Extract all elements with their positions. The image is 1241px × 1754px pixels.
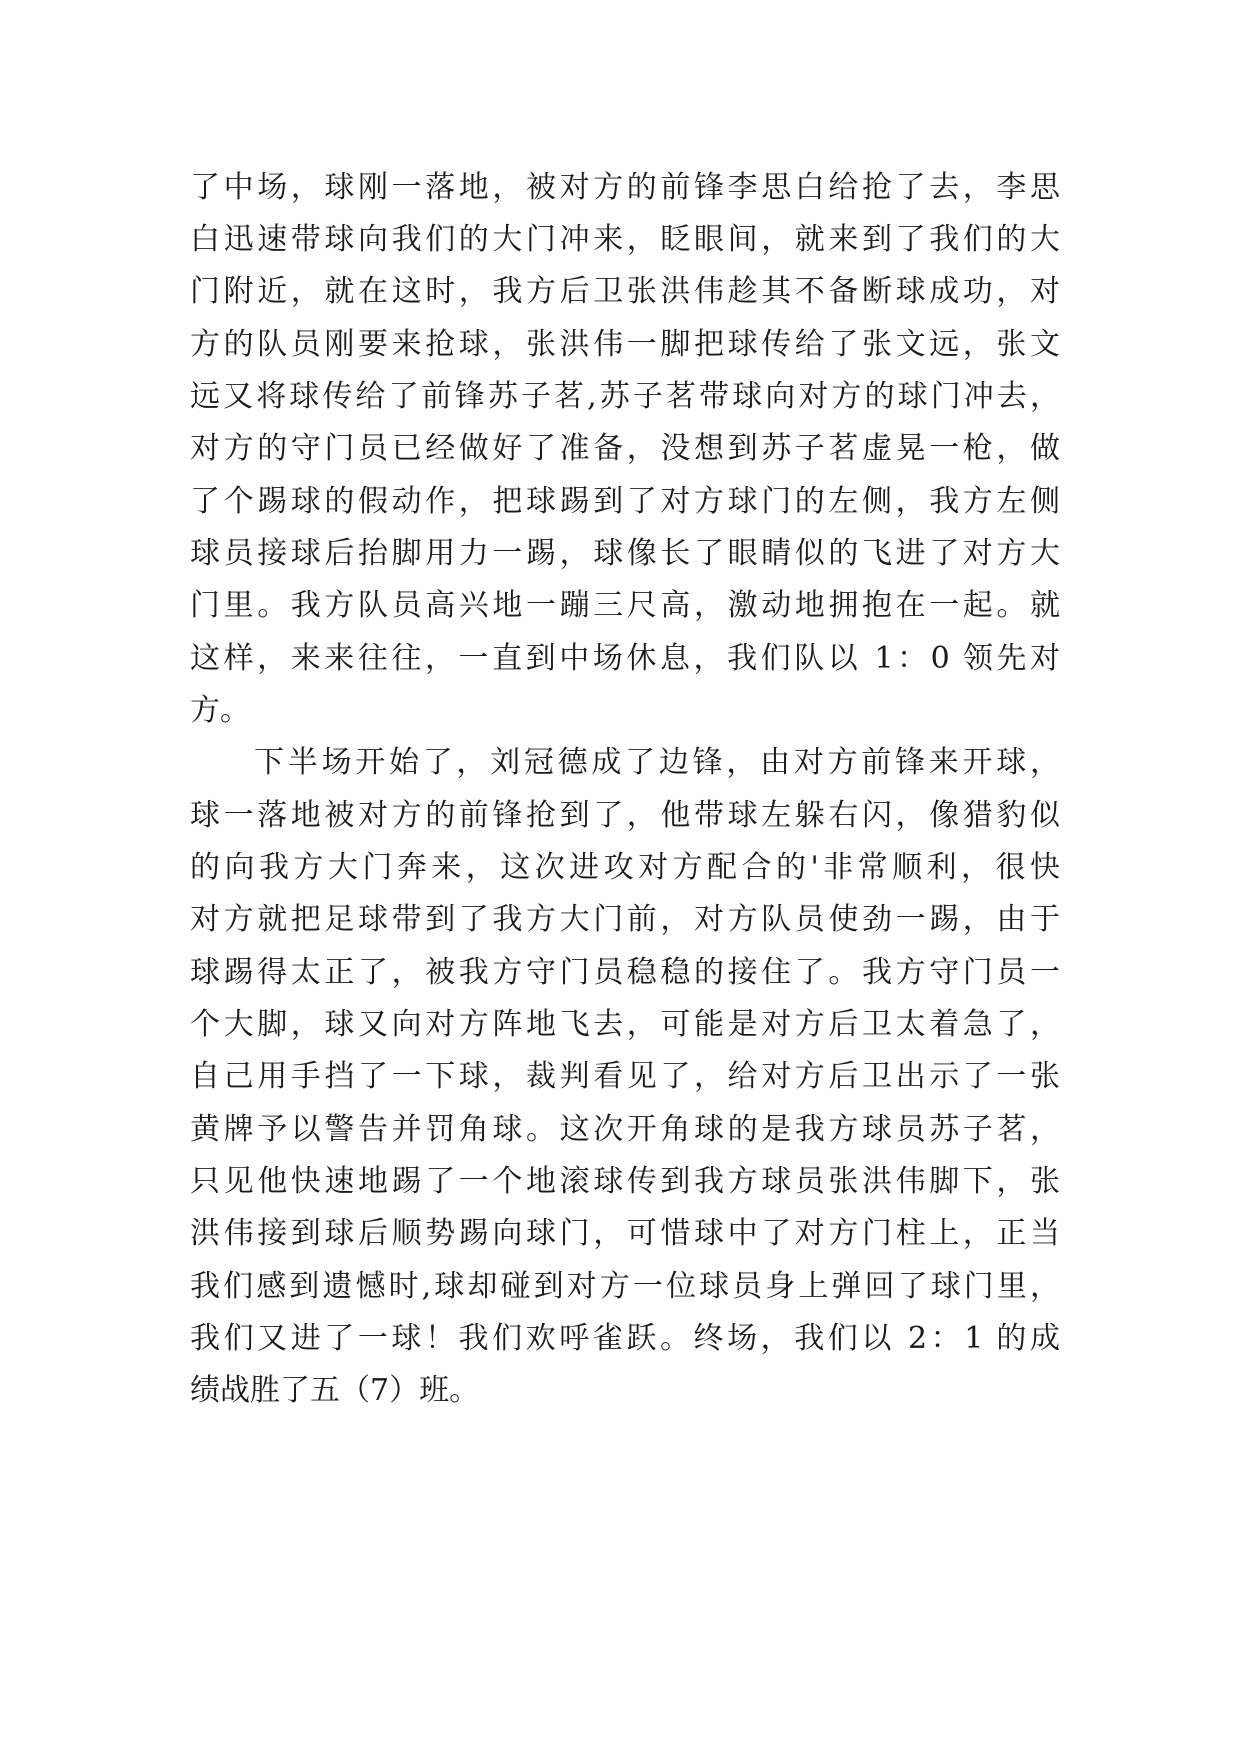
text-line: 我们感到遗憾时,球却碰到对方一位球员身上弹回了球门里， [190,1269,1060,1304]
text-line: 这样，来来往往，一直到中场休息，我们队以 1：0 领先对 [190,641,1060,676]
text-line: 球员接球后抬脚用力一踢，球像长了眼睛似的飞进了对方大 [190,536,1060,571]
paragraph-start-line: 下半场开始了，刘冠德成了边锋，由对方前锋来开球， [254,745,1060,780]
text-line: 个大脚，球又向对方阵地飞去，可能是对方后卫太着急了， [190,1007,1060,1042]
text-line: 白迅速带球向我们的大门冲来，眨眼间，就来到了我们的大 [190,222,1060,257]
text-line: 黄牌予以警告并罚角球。这次开角球的是我方球员苏子茗， [190,1112,1060,1147]
text-line: 的向我方大门奔来，这次进攻对方配合的'非常顺利，很快 [190,850,1060,885]
text-line: 了中场，球刚一落地，被对方的前锋李思白给抢了去，李思 [190,170,1060,205]
text-line: 方的队员刚要来抢球，张洪伟一脚把球传给了张文远，张文 [190,327,1060,362]
text-line: 方。 [190,693,250,728]
text-line: 对方就把足球带到了我方大门前，对方队员使劲一踢，由于 [190,902,1060,937]
text-line: 远又将球传给了前锋苏子茗,苏子茗带球向对方的球门冲去， [190,379,1060,414]
text-line: 我们又进了一球！我们欢呼雀跃。终场，我们以 2：1 的成 [190,1321,1060,1356]
text-line: 了个踢球的假动作，把球踢到了对方球门的左侧，我方左侧 [190,484,1060,519]
text-line: 门里。我方队员高兴地一蹦三尺高，激动地拥抱在一起。就 [190,588,1060,623]
text-line: 洪伟接到球后顺势踢向球门，可惜球中了对方门柱上，正当 [190,1216,1060,1251]
text-line: 只见他快速地踢了一个地滚球传到我方球员张洪伟脚下，张 [190,1164,1060,1199]
text-line: 对方的守门员已经做好了准备，没想到苏子茗虚晃一枪，做 [190,431,1060,466]
text-line: 绩战胜了五（7）班。 [190,1373,480,1408]
text-line: 球踢得太正了，被我方守门员稳稳的接住了。我方守门员一 [190,955,1060,990]
text-line: 球一落地被对方的前锋抢到了，他带球左躲右闪，像猎豹似 [190,798,1060,833]
text-line: 门附近，就在这时，我方后卫张洪伟趁其不备断球成功，对 [190,274,1060,309]
text-line: 自己用手挡了一下球，裁判看见了，给对方后卫出示了一张 [190,1059,1060,1094]
